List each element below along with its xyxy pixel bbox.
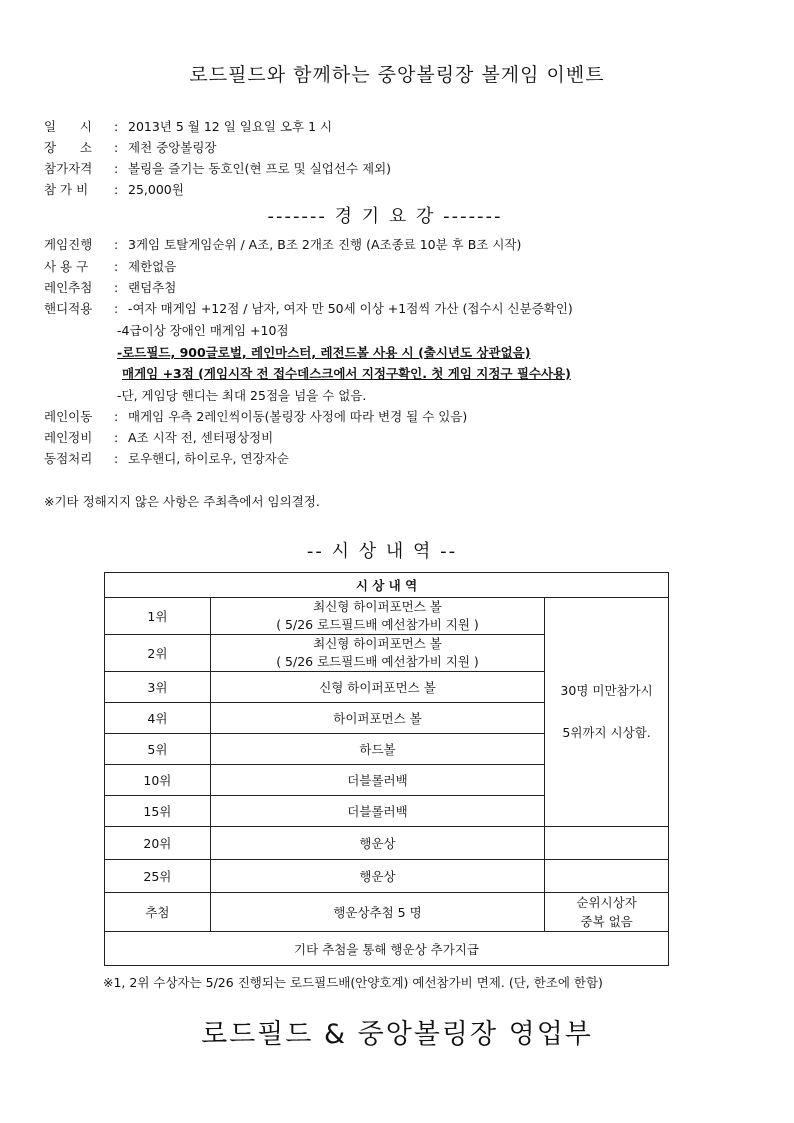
- rank-cell: 4위: [105, 703, 211, 734]
- info-label: 참가자격: [44, 161, 93, 176]
- table-row: [105, 860, 669, 893]
- side-note-line: 5위까지 시상함.: [562, 725, 651, 740]
- rule-value: 랜덤추첨: [128, 280, 177, 295]
- table-row: [105, 893, 669, 932]
- section-prize-heading: -- 시 상 내 역 --: [306, 541, 458, 562]
- prize-cell: 신형 하이퍼포먼스 볼: [210, 672, 544, 703]
- info-value: 25,000원: [128, 182, 184, 197]
- rule-label: 사 용 구: [44, 259, 89, 274]
- rule-label: 레인이동: [44, 409, 93, 424]
- rule-value: 로우핸디, 하이로우, 연장자순: [128, 451, 289, 466]
- info-value: 볼링을 즐기는 동호인(현 프로 및 실업선수 제외): [128, 161, 392, 176]
- rule-handicap-disabled: -4급이상 장애인 매게임 +10점: [117, 323, 289, 338]
- rank-cell: 25위: [105, 860, 211, 893]
- rule-lane-move: 레인이동 : 매게임 우측 2레인씩이동(볼링장 사정에 따라 변경 될 수 있음): [44, 409, 468, 424]
- rule-value: 3게임 토탈게임순위 / A조, B조 2개조 진행 (A조종료 10분 후 B조 시작): [128, 237, 522, 252]
- table-header: 시 상 내 역: [105, 573, 669, 598]
- rank-cell: 15위: [105, 796, 211, 827]
- prize-cell: 하드볼: [210, 734, 544, 765]
- rank-cell: 추첨: [105, 893, 211, 932]
- empty-cell: [545, 860, 669, 893]
- draw-note-line: 중복 없음: [580, 914, 633, 929]
- rule-handicap-brand: -로드필드, 900글로벌, 레인마스터, 레전드볼 사용 시 (출시년도 상관없음): [117, 345, 531, 360]
- draw-note-line: 순위시상자: [576, 895, 637, 910]
- rule-handicap-max: -단, 게임당 핸디는 최대 25점을 넘을 수 없음.: [117, 388, 367, 403]
- rank-cell: 2위: [105, 635, 211, 672]
- table-row: [105, 598, 669, 635]
- rule-lane-maint: 레인정비 : A조 시작 전, 센터평상정비: [44, 430, 274, 445]
- info-label: 장 소: [44, 140, 92, 155]
- prize-cell: 더블롤러백: [210, 796, 544, 827]
- rule-ball: 사 용 구 : 제한없음: [44, 259, 177, 274]
- prize-cell: 행운상: [210, 827, 544, 860]
- rule-handicap-brand-bonus: 매게임 +3점 (게임시작 전 접수데스크에서 지정구확인. 첫 게임 지정구 필수사용): [122, 366, 571, 381]
- info-value: 제천 중앙볼링장: [128, 140, 217, 155]
- rule-lane-draw: 레인추첨 : 랜덤추첨: [44, 280, 177, 295]
- prize-line: 최신형 하이퍼포먼스 볼: [313, 599, 442, 614]
- rule-value: 제한없음: [128, 259, 177, 274]
- draw-note-cell: [545, 893, 669, 932]
- side-note-line: 30명 미만참가시: [560, 683, 653, 698]
- rule-label: 레인정비: [44, 430, 93, 445]
- rule-value: -여자 매게임 +12점 / 남자, 여자 만 50세 이상 +1점씩 가산 (접수시 신분증확인): [128, 301, 573, 316]
- prize-table: [104, 572, 669, 966]
- rule-value: A조 시작 전, 센터평상정비: [128, 430, 274, 445]
- rule-value: 매게임 우측 2레인씩이동(볼링장 사정에 따라 변경 될 수 있음): [128, 409, 468, 424]
- page-title: 로드필드와 함께하는 중앙볼링장 볼게임 이벤트: [189, 64, 605, 86]
- prize-cell: 더블롤러백: [210, 765, 544, 796]
- info-date: 일 시 : 2013년 5 월 12 일 일요일 오후 1 시: [44, 119, 333, 134]
- rank-cell: 3위: [105, 672, 211, 703]
- prize-line: ( 5/26 로드필드배 예선참가비 지원 ): [276, 654, 479, 669]
- prize-line: 최신형 하이퍼포먼스 볼: [313, 636, 442, 651]
- prize-cell: [210, 635, 544, 672]
- rule-progress: 게임진행 : 3게임 토탈게임순위 / A조, B조 2개조 진행 (A조종료 10분 후 B조 시작): [44, 237, 522, 252]
- signature: 로드필드 & 중앙볼링장 영업부: [201, 1019, 593, 1050]
- misc-note: ※기타 정해지지 않은 사항은 주최측에서 임의결정.: [44, 494, 320, 509]
- rule-handicap: 핸디적용 : -여자 매게임 +12점 / 남자, 여자 만 50세 이상 +1점씩 가산 (접수시 신분증확인): [44, 301, 573, 316]
- table-row: [105, 827, 669, 860]
- table-header-row: [105, 573, 669, 598]
- rank-cell: 1위: [105, 598, 211, 635]
- prize-cell: [210, 598, 544, 635]
- footnote: ※1, 2위 수상자는 5/26 진행되는 로드필드배(안양호계) 예선참가비 면제. (단, 한조에 한함): [103, 975, 603, 990]
- prize-cell: 행운상추첨 5 명: [210, 893, 544, 932]
- table-footer: 기타 추첨을 통해 행운상 추가지급: [105, 932, 669, 966]
- rule-label: 동점처리: [44, 451, 93, 466]
- rule-label: 레인추첨: [44, 280, 93, 295]
- info-eligibility: 참가자격 : 볼링을 즐기는 동호인(현 프로 및 실업선수 제외): [44, 161, 392, 176]
- rule-tie: 동점처리 : 로우핸디, 하이로우, 연장자순: [44, 451, 289, 466]
- info-fee: 참 가 비 : 25,000원: [44, 182, 184, 197]
- info-place: 장 소 : 제천 중앙볼링장: [44, 140, 217, 155]
- info-label: 참 가 비: [44, 182, 89, 197]
- rule-label: 핸디적용: [44, 301, 93, 316]
- rank-cell: 10위: [105, 765, 211, 796]
- side-note-cell: [545, 598, 669, 827]
- rank-cell: 20위: [105, 827, 211, 860]
- info-value: 2013년 5 월 12 일 일요일 오후 1 시: [128, 119, 333, 134]
- info-label: 일 시: [44, 119, 92, 134]
- rank-cell: 5위: [105, 734, 211, 765]
- prize-line: ( 5/26 로드필드배 예선참가비 지원 ): [276, 617, 479, 632]
- table-footer-row: [105, 932, 669, 966]
- prize-cell: 하이퍼포먼스 볼: [210, 703, 544, 734]
- rule-label: 게임진행: [44, 237, 93, 252]
- empty-cell: [545, 827, 669, 860]
- prize-cell: 행운상: [210, 860, 544, 893]
- section-rules-heading: ------- 경 기 요 강 -------: [267, 206, 503, 227]
